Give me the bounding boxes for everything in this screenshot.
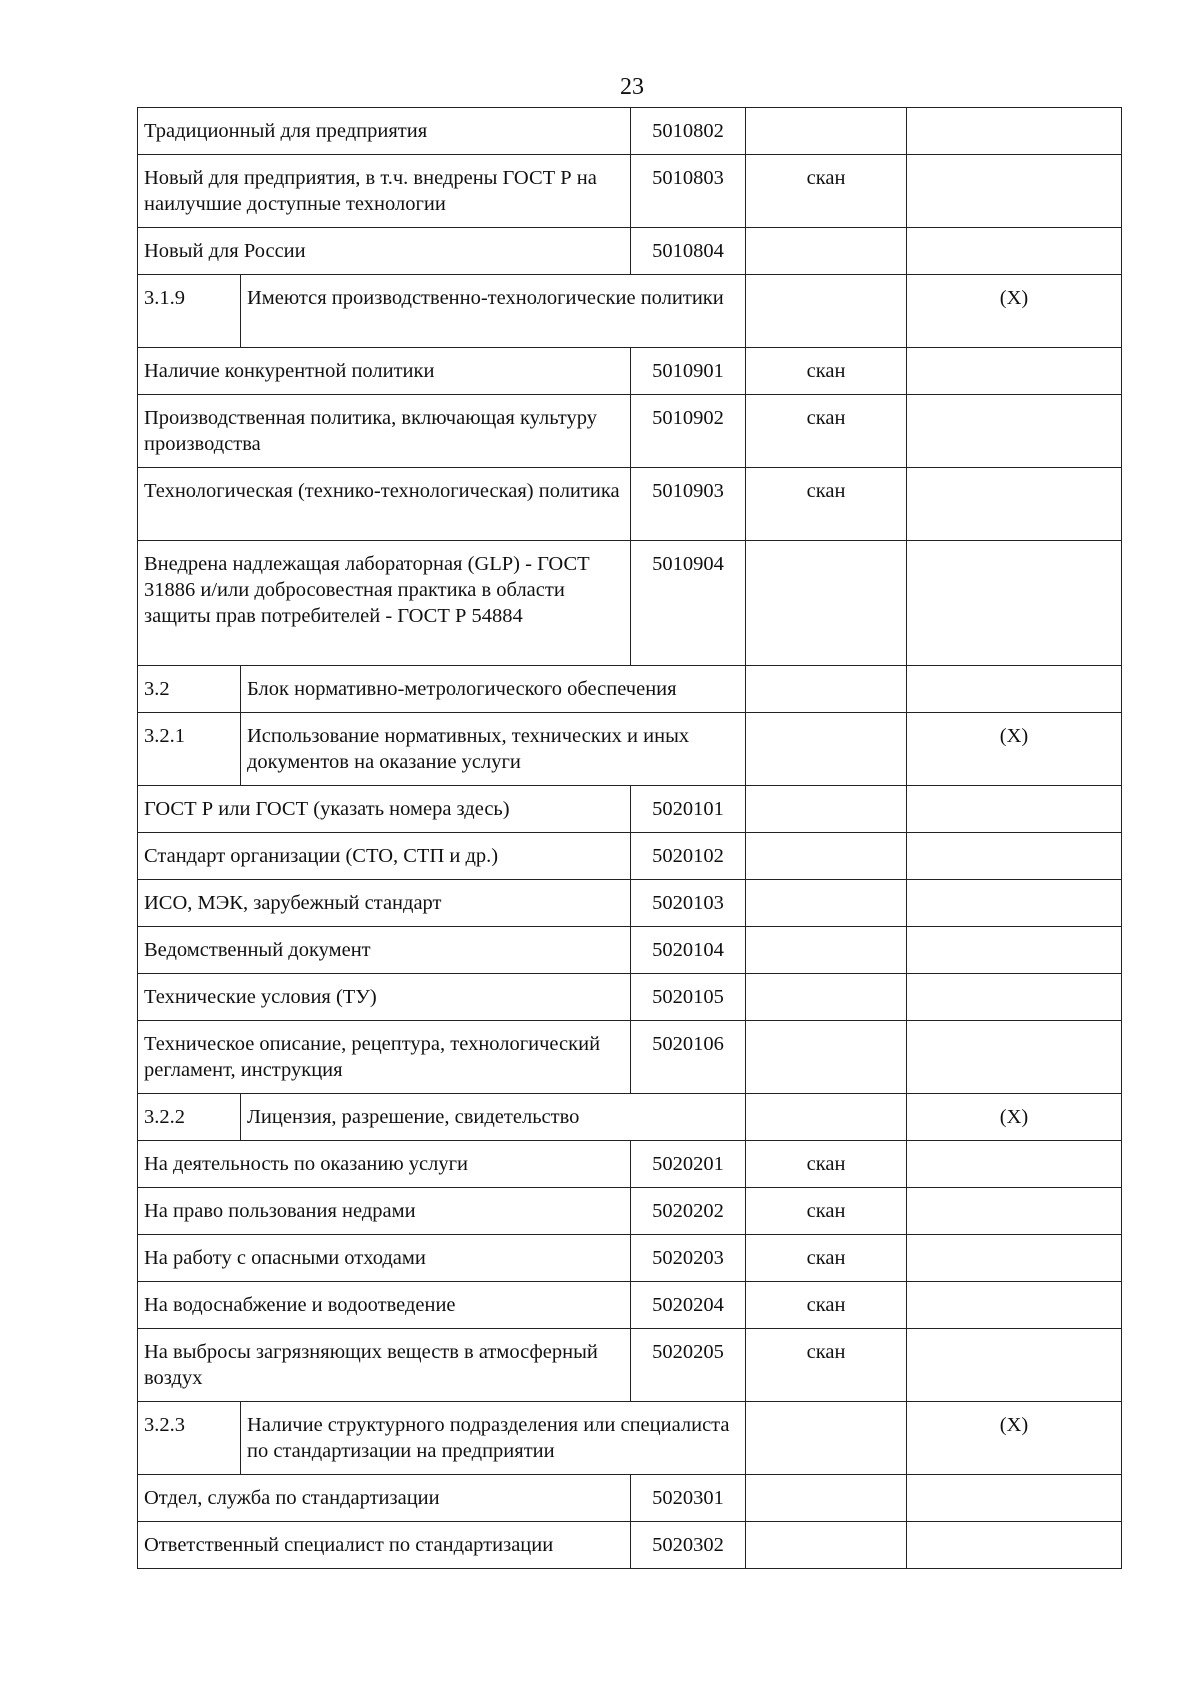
flag-cell [907,395,1122,468]
item-code-cell: 5020202 [631,1188,746,1235]
flag-cell [907,880,1122,927]
item-code-cell: 5010803 [631,155,746,228]
table-row [138,1329,1122,1402]
item-label-cell: Техническое описание, рецептура, технологический регламент, инструкция [138,1021,631,1094]
section-number-cell: 3.1.9 [138,275,241,348]
table-row [138,228,1122,275]
item-code-cell: 5010901 [631,348,746,395]
flag-cell [907,468,1122,541]
flag-cell [907,1522,1122,1569]
flag-cell [907,666,1122,713]
mark-cell [746,713,907,786]
flag-cell: (X) [907,1402,1122,1475]
item-label-cell: На работу с опасными отходами [138,1235,631,1282]
flag-cell: (X) [907,713,1122,786]
item-code-cell: 5020301 [631,1475,746,1522]
mark-cell: скан [746,155,907,228]
mark-cell [746,1021,907,1094]
mark-cell [746,541,907,666]
flag-cell: (X) [907,275,1122,348]
flag-cell [907,1282,1122,1329]
item-code-cell: 5010802 [631,108,746,155]
mark-cell [746,275,907,348]
section-title-cell: Блок нормативно-метрологического обеспечения [241,666,746,713]
section-number-cell: 3.2.2 [138,1094,241,1141]
table-row [138,927,1122,974]
item-label-cell: Новый для предприятия, в т.ч. внедрены ГОСТ Р на наилучшие доступные технологии [138,155,631,228]
flag-cell [907,974,1122,1021]
item-code-cell: 5010904 [631,541,746,666]
item-label-cell: На водоснабжение и водоотведение [138,1282,631,1329]
table-row [138,786,1122,833]
section-row [138,666,1122,713]
flag-cell [907,1329,1122,1402]
table-row [138,1475,1122,1522]
item-code-cell: 5020205 [631,1329,746,1402]
item-code-cell: 5020102 [631,833,746,880]
section-title-cell: Имеются производственно-технологические политики [241,275,746,348]
document-table-body [138,108,1122,1569]
mark-cell [746,927,907,974]
flag-cell [907,833,1122,880]
table-row [138,155,1122,228]
item-label-cell: Стандарт организации (СТО, СТП и др.) [138,833,631,880]
mark-cell [746,786,907,833]
table-row [138,1188,1122,1235]
item-code-cell: 5010902 [631,395,746,468]
table-row [138,348,1122,395]
flag-cell [907,1235,1122,1282]
item-code-cell: 5020105 [631,974,746,1021]
mark-cell [746,833,907,880]
item-label-cell: Традиционный для предприятия [138,108,631,155]
item-code-cell: 5020103 [631,880,746,927]
section-title-cell: Наличие структурного подразделения или специалиста по стандартизации на предприятии [241,1402,746,1475]
item-label-cell: Ответственный специалист по стандартизации [138,1522,631,1569]
flag-cell: (X) [907,1094,1122,1141]
mark-cell [746,1094,907,1141]
section-row [138,275,1122,348]
item-code-cell: 5020201 [631,1141,746,1188]
table-row [138,1021,1122,1094]
item-label-cell: Технологическая (технико-технологическая) политика [138,468,631,541]
item-label-cell: Ведомственный документ [138,927,631,974]
mark-cell: скан [746,348,907,395]
mark-cell [746,1475,907,1522]
item-code-cell: 5020101 [631,786,746,833]
flag-cell [907,541,1122,666]
document-table [137,107,1122,1569]
flag-cell [907,1475,1122,1522]
item-label-cell: Отдел, служба по стандартизации [138,1475,631,1522]
mark-cell: скан [746,1141,907,1188]
item-code-cell: 5010903 [631,468,746,541]
item-code-cell: 5010804 [631,228,746,275]
table-row [138,395,1122,468]
flag-cell [907,786,1122,833]
table-row [138,880,1122,927]
mark-cell [746,666,907,713]
item-code-cell: 5020203 [631,1235,746,1282]
mark-cell [746,228,907,275]
mark-cell: скан [746,1329,907,1402]
table-row [138,108,1122,155]
item-label-cell: На деятельность по оказанию услуги [138,1141,631,1188]
table-row [138,1141,1122,1188]
item-label-cell: Новый для России [138,228,631,275]
flag-cell [907,927,1122,974]
item-code-cell: 5020204 [631,1282,746,1329]
item-label-cell: Производственная политика, включающая культуру производства [138,395,631,468]
table-row [138,974,1122,1021]
flag-cell [907,228,1122,275]
item-code-cell: 5020302 [631,1522,746,1569]
table-row [138,541,1122,666]
table-row [138,833,1122,880]
section-number-cell: 3.2.3 [138,1402,241,1475]
flag-cell [907,1188,1122,1235]
mark-cell [746,108,907,155]
table-row [138,1235,1122,1282]
section-title-cell: Использование нормативных, технических и иных документов на оказание услуги [241,713,746,786]
flag-cell [907,155,1122,228]
section-number-cell: 3.2.1 [138,713,241,786]
mark-cell [746,1522,907,1569]
table-row [138,1522,1122,1569]
mark-cell: скан [746,468,907,541]
mark-cell: скан [746,395,907,468]
section-title-cell: Лицензия, разрешение, свидетельство [241,1094,746,1141]
mark-cell [746,974,907,1021]
table-row [138,1282,1122,1329]
page-number: 23 [620,74,644,100]
flag-cell [907,1021,1122,1094]
item-label-cell: Технические условия (ТУ) [138,974,631,1021]
item-label-cell: Внедрена надлежащая лабораторная (GLP) - ГОСТ 31886 и/или добросовестная практика в области защиты прав потребителей - ГОСТ Р 54884 [138,541,631,666]
item-label-cell: ИСО, МЭК, зарубежный стандарт [138,880,631,927]
mark-cell [746,880,907,927]
section-row [138,713,1122,786]
flag-cell [907,1141,1122,1188]
mark-cell [746,1402,907,1475]
item-label-cell: На право пользования недрами [138,1188,631,1235]
flag-cell [907,348,1122,395]
table-row [138,468,1122,541]
section-row [138,1094,1122,1141]
item-label-cell: ГОСТ Р или ГОСТ (указать номера здесь) [138,786,631,833]
mark-cell: скан [746,1188,907,1235]
item-label-cell: Наличие конкурентной политики [138,348,631,395]
item-label-cell: На выбросы загрязняющих веществ в атмосферный воздух [138,1329,631,1402]
section-number-cell: 3.2 [138,666,241,713]
flag-cell [907,108,1122,155]
item-code-cell: 5020106 [631,1021,746,1094]
mark-cell: скан [746,1235,907,1282]
item-code-cell: 5020104 [631,927,746,974]
section-row [138,1402,1122,1475]
mark-cell: скан [746,1282,907,1329]
